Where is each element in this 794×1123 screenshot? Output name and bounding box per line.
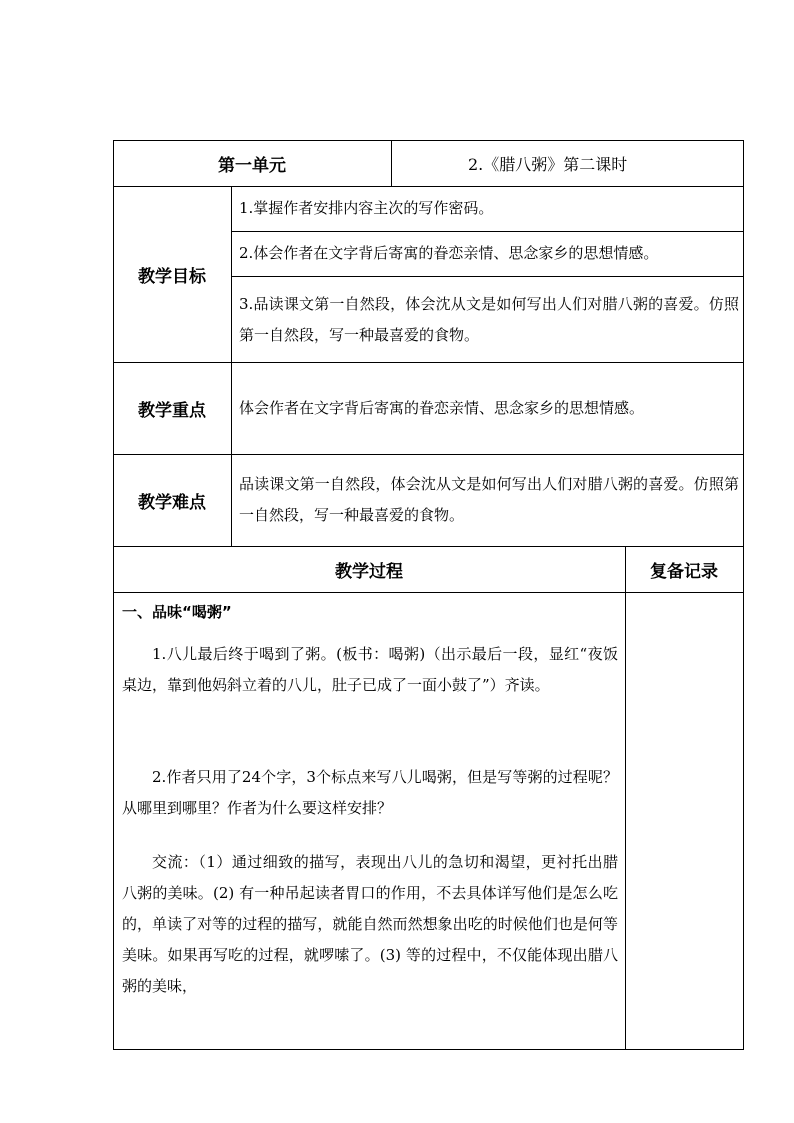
objective-item: 2.体会作者在文字背后寄寓的眷恋亲情、思念家乡的思想情感。 — [239, 244, 659, 262]
difficulties-label: 教学难点 — [138, 492, 206, 513]
key-points-label: 教学重点 — [138, 400, 206, 421]
notes-header: 复备记录 — [650, 561, 718, 582]
process-paragraph: 交流：（1）通过细致的描写，表现出八儿的急切和渴望，更衬托出腊八粥的美味。(2) 有一种吊起读者胃口的作用，不去具体详写他们是怎么吃的，单读了对等的过程的描写，就能自然而然想象出吃的时候他们也是何等美味。如果再写吃的过程，就啰嗦了。(3) 等的过程中，不仅能体现出腊八粥的美味， — [122, 853, 618, 995]
difficulties-text: 品读课文第一自然段，体会沈从文是如何写出人们对腊八粥的喜爱。仿照第一自然段，写一种最喜爱的食物。 — [239, 475, 739, 524]
table-rule — [391, 140, 392, 187]
objective-item: 3.品读课文第一自然段，体会沈从文是如何写出人们对腊八粥的喜爱。仿照第一自然段，写一种最喜爱的食物。 — [239, 295, 739, 344]
table-border-right — [743, 140, 744, 1050]
section-title: 一、品味“喝粥” — [122, 603, 232, 621]
key-points-text: 体会作者在文字背后寄寓的眷恋亲情、思念家乡的思想情感。 — [239, 398, 645, 417]
objective-item: 1.掌握作者安排内容主次的写作密码。 — [239, 199, 494, 217]
objectives-label: 教学目标 — [138, 266, 206, 287]
process-paragraph: 1.八儿最后终于喝到了粥。(板书：喝粥)（出示最后一段，显红“夜饭桌边，靠到他妈斜立着的八儿，肚子已成了一面小鼓了”）齐读。 — [122, 645, 618, 694]
table-rule — [231, 276, 744, 277]
lesson-title: 2.《腊八粥》第二课时 — [468, 154, 628, 174]
process-paragraph: 2.作者只用了24个字，3个标点来写八儿喝粥，但是写等粥的过程呢？从哪里到哪里？作者为什么要这样安排？ — [122, 768, 618, 817]
notes-column — [626, 593, 743, 1049]
process-header: 教学过程 — [335, 561, 403, 582]
table-border-bottom — [113, 1049, 744, 1050]
unit-title: 第一单元 — [218, 155, 286, 176]
